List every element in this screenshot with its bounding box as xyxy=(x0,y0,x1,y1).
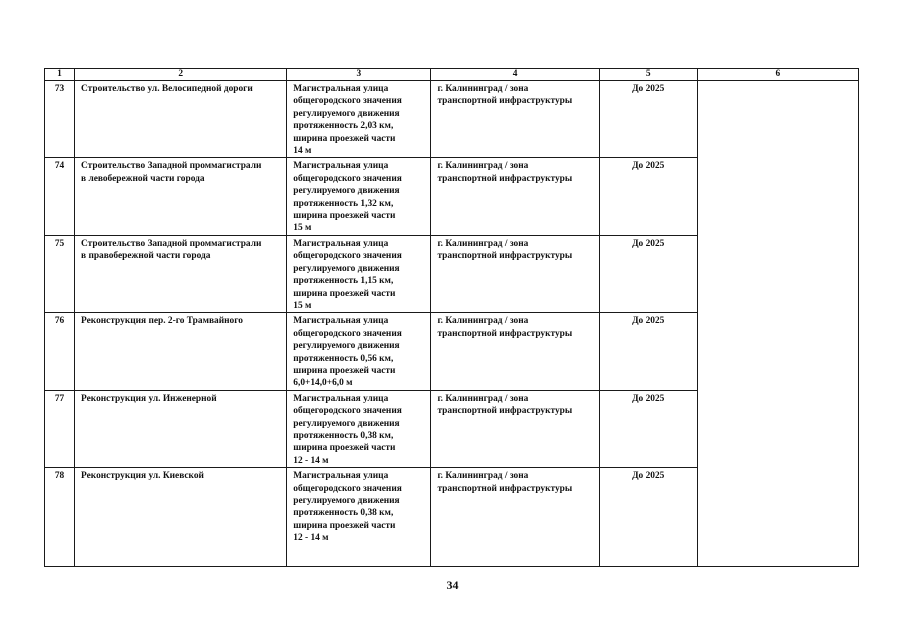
column-header-2: 2 xyxy=(75,69,287,81)
row-number-cell xyxy=(45,81,75,158)
object-description-line: протяженность 2,03 км, xyxy=(293,121,394,132)
term-value: До 2025 xyxy=(632,316,665,327)
object-name-line: в правобережной части города xyxy=(81,251,211,262)
object-name-cell xyxy=(75,235,287,312)
object-description-cell xyxy=(287,158,431,235)
object-description-line: ширина проезжей части xyxy=(293,443,396,454)
row-number-cell xyxy=(45,158,75,235)
table-header-row xyxy=(45,69,859,81)
location-line: транспортной инфраструктуры xyxy=(437,406,573,417)
location-cell xyxy=(431,468,599,567)
object-description-line: ширина проезжей части xyxy=(293,520,396,531)
object-description-line: Магистральная улица xyxy=(293,238,389,249)
object-description-line: общегородского значения xyxy=(293,406,402,417)
term-cell xyxy=(599,81,697,158)
object-description-cell xyxy=(287,468,431,567)
column-header-6: 6 xyxy=(697,69,858,81)
location-cell xyxy=(431,81,599,158)
row-number: 78 xyxy=(54,471,65,482)
object-description-line: протяженность 0,56 км, xyxy=(293,353,394,364)
object-description-line: протяженность 1,32 км, xyxy=(293,198,394,209)
location-line: транспортной инфраструктуры xyxy=(437,483,573,494)
row-number-cell xyxy=(45,468,75,567)
object-description-line: регулируемого движения xyxy=(293,496,400,506)
object-description-line: 15 м xyxy=(293,300,312,311)
object-description-line: общегородского значения xyxy=(293,173,402,184)
row-number: 77 xyxy=(54,393,65,404)
table-row xyxy=(45,81,859,158)
object-name-line: Строительство Западной проммагистрали xyxy=(81,238,262,249)
location-line: г. Калининград / зона xyxy=(437,471,529,482)
object-description-line: общегородского значения xyxy=(293,328,402,339)
object-description-line: 6,0+14,0+6,0 м xyxy=(293,378,353,389)
object-description-cell xyxy=(287,313,431,390)
column-header-1: 1 xyxy=(45,69,75,81)
object-description-cell xyxy=(287,390,431,467)
term-cell xyxy=(599,313,697,390)
column-header-3: 3 xyxy=(287,69,431,81)
object-description-cell xyxy=(287,81,431,158)
location-cell xyxy=(431,235,599,312)
object-name-line: в левобережной части города xyxy=(81,173,205,184)
location-cell xyxy=(431,158,599,235)
location-cell xyxy=(431,313,599,390)
object-name-cell xyxy=(75,468,287,567)
page-number: 34 xyxy=(446,578,459,592)
location-line: транспортной инфраструктуры xyxy=(437,173,573,184)
object-description-line: ширина проезжей части xyxy=(293,211,396,222)
object-name-cell xyxy=(75,313,287,390)
object-description-line: регулируемого движения xyxy=(293,418,400,429)
location-line: г. Калининград / зона xyxy=(437,238,529,249)
location-line: транспортной инфраструктуры xyxy=(437,251,573,262)
object-description-line: Магистральная улица xyxy=(293,316,389,327)
object-description-line: 14 м xyxy=(293,146,312,157)
object-description-line: ширина проезжей части xyxy=(293,365,396,376)
location-cell xyxy=(431,390,599,467)
location-line: г. Калининград / зона xyxy=(437,84,529,94)
location-line: г. Калининград / зона xyxy=(437,161,529,172)
table-body xyxy=(45,81,859,567)
term-value: До 2025 xyxy=(632,161,665,172)
planning-table xyxy=(44,68,859,567)
term-value: До 2025 xyxy=(632,393,665,404)
object-description-line: Магистральная улица xyxy=(293,84,389,94)
location-line: транспортной инфраструктуры xyxy=(437,96,573,107)
object-description-line: Магистральная улица xyxy=(293,471,389,482)
term-cell xyxy=(599,235,697,312)
row-number: 76 xyxy=(54,316,65,327)
row-number-cell xyxy=(45,390,75,467)
object-name-cell xyxy=(75,81,287,158)
object-description-line: 12 - 14 м xyxy=(293,533,329,544)
row-number: 74 xyxy=(54,161,65,172)
row-number: 75 xyxy=(54,238,65,249)
object-description-line: протяженность 0,38 км, xyxy=(293,430,394,441)
object-description-line: протяженность 1,15 км, xyxy=(293,276,394,287)
column-header-5: 5 xyxy=(599,69,697,81)
object-name-line: Строительство ул. Велосипедной дороги xyxy=(81,84,253,94)
object-description-line: 12 - 14 м xyxy=(293,455,329,466)
notes-cell xyxy=(697,81,858,567)
location-line: г. Калининград / зона xyxy=(437,393,529,404)
term-value: До 2025 xyxy=(632,471,665,482)
object-description-line: протяженность 0,38 км, xyxy=(293,508,394,519)
object-description-line: 15 м xyxy=(293,223,312,234)
location-line: г. Калининград / зона xyxy=(437,316,529,327)
object-description-line: ширина проезжей части xyxy=(293,288,396,299)
term-value: До 2025 xyxy=(632,238,665,249)
object-description-line: Магистральная улица xyxy=(293,161,389,172)
object-name-line: Реконструкция пер. 2-го Трамвайного xyxy=(81,316,243,327)
object-description-line: регулируемого движения xyxy=(293,186,400,197)
object-name-line: Реконструкция ул. Киевской xyxy=(81,471,204,482)
row-number: 73 xyxy=(54,84,65,94)
column-header-4: 4 xyxy=(431,69,599,81)
row-number-cell xyxy=(45,313,75,390)
object-description-line: общегородского значения xyxy=(293,251,402,262)
object-description-line: ширина проезжей части xyxy=(293,133,396,144)
object-name-cell xyxy=(75,158,287,235)
term-cell xyxy=(599,468,697,567)
object-description-line: регулируемого движения xyxy=(293,263,400,274)
object-description-line: общегородского значения xyxy=(293,483,402,494)
location-line: транспортной инфраструктуры xyxy=(437,328,573,339)
object-description-cell xyxy=(287,235,431,312)
term-value: До 2025 xyxy=(632,84,665,94)
object-description-line: Магистральная улица xyxy=(293,393,389,404)
term-cell xyxy=(599,390,697,467)
object-name-cell xyxy=(75,390,287,467)
object-description-line: общегородского значения xyxy=(293,96,402,107)
object-description-line: регулируемого движения xyxy=(293,341,400,352)
object-description-line: регулируемого движения xyxy=(293,108,400,119)
term-cell xyxy=(599,158,697,235)
row-number-cell xyxy=(45,235,75,312)
object-name-line: Реконструкция ул. Инженерной xyxy=(81,393,217,404)
object-name-line: Строительство Западной проммагистрали xyxy=(81,161,262,172)
